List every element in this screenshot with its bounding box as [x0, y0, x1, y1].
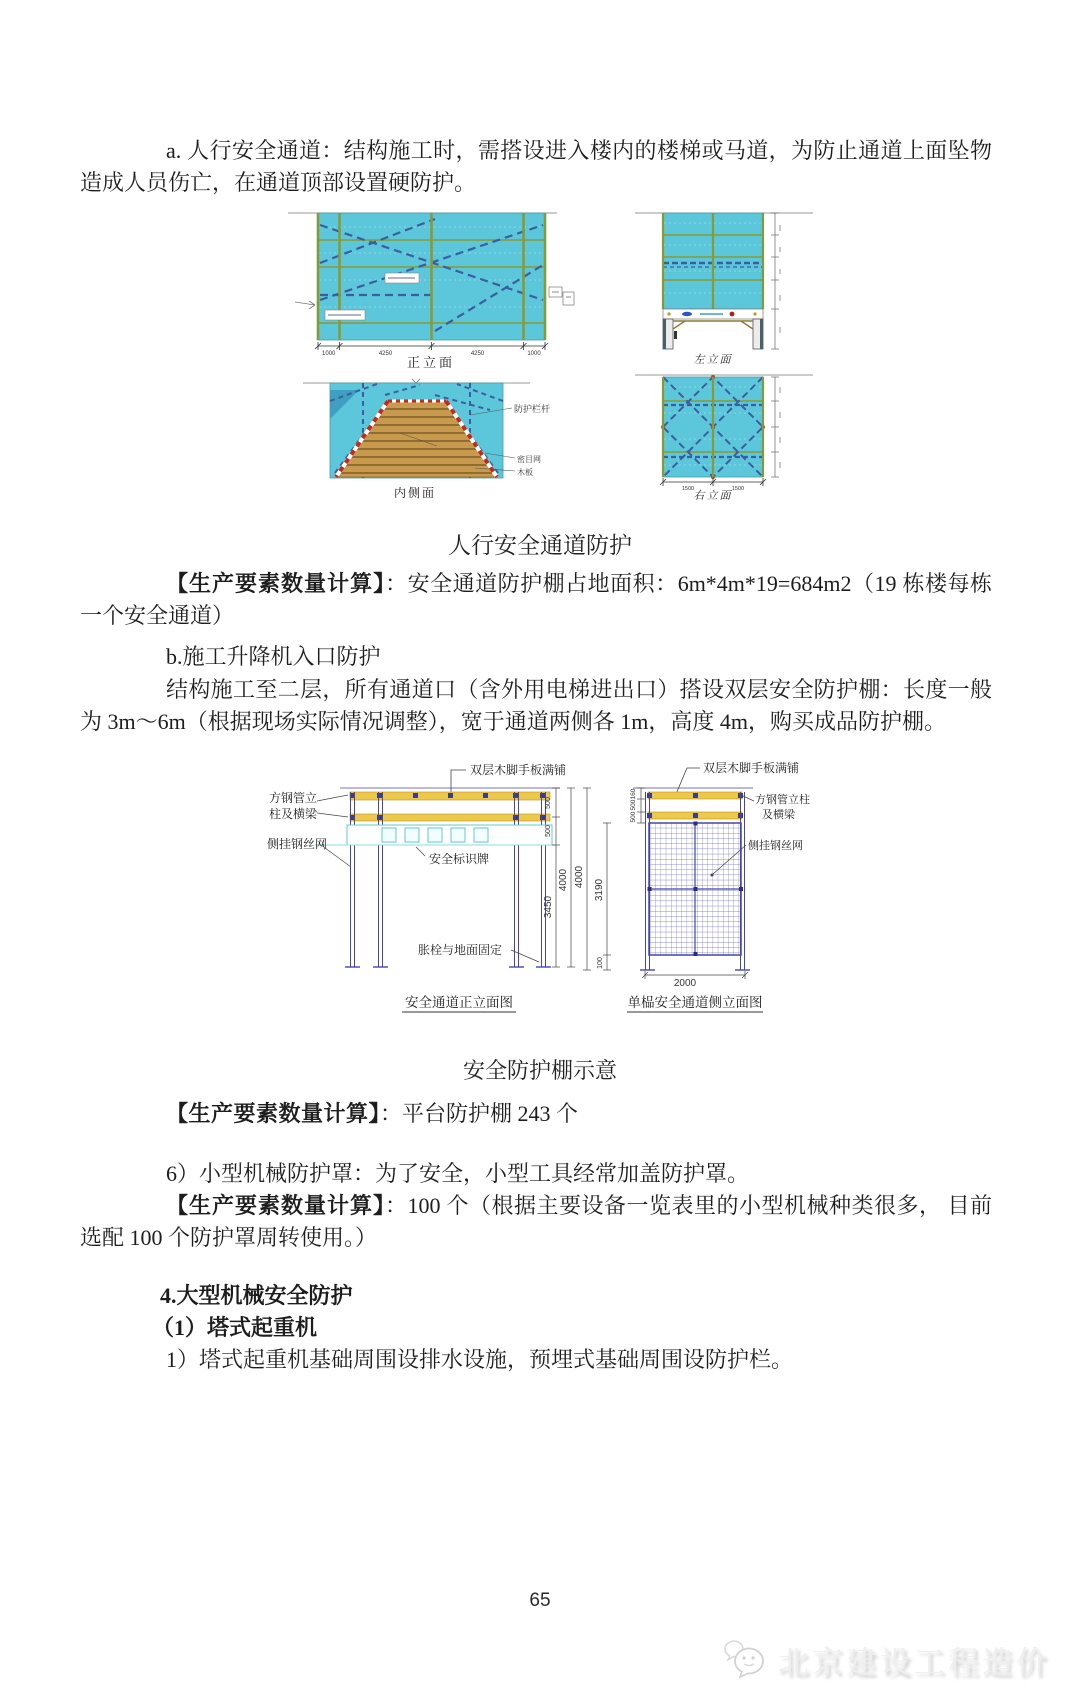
- calc-paragraph-3: [80, 1190, 992, 1254]
- column-label-left-line1: 方钢管立: [269, 791, 318, 805]
- dim-3190: 3190: [594, 878, 605, 902]
- dim-4000-right: 4000: [574, 865, 585, 889]
- mesh-label-right: 侧挂钢丝网: [748, 840, 803, 852]
- figure-pedestrian-passage: [285, 205, 815, 505]
- passage-opening: [663, 319, 763, 349]
- paragraph-a: a. 人行安全通道：结构施工时，需搭设进入楼内的楼梯或马道，为防止通道上面坠物造成人员伤亡，在通道顶部设置硬防护。: [80, 138, 992, 195]
- right-elevation-caption: 右立面: [693, 490, 733, 502]
- column-label-right-line2: 及横梁: [762, 809, 795, 821]
- anchor-label: 胀栓与地面固定: [418, 943, 503, 957]
- column-label-right-line1: 方钢管立柱: [755, 794, 810, 806]
- paragraph-b-heading: b.施工升降机入口防护: [166, 644, 381, 669]
- sign-label: 安全标识牌: [429, 852, 490, 866]
- dim-4250-b: 4250: [470, 351, 485, 357]
- wechat-icon: [722, 1636, 768, 1682]
- figure1-caption: 人行安全通道防护: [448, 533, 632, 558]
- heading-4-1: （1）塔式起重机: [152, 1315, 318, 1340]
- dim-4250-a: 4250: [378, 351, 393, 357]
- dim-500-a: 500: [545, 797, 552, 809]
- calc1-text: ：安全通道防护棚占地面积：6m*4m*19=684m2（19 栋楼每栋一个安全通道）: [80, 571, 992, 628]
- shed-side-caption: 单榀安全通道侧立面图: [627, 995, 763, 1010]
- calc3-text: ：100 个（根据主要设备一览表里的小型机械种类很多， 目前选配 100 个防护罩周转使用。）: [80, 1193, 992, 1250]
- front-elevation-caption: 正立面: [406, 355, 456, 370]
- board-label: 木板: [517, 468, 533, 477]
- left-elevation-drawing: [635, 213, 813, 366]
- shed-front-caption: 安全通道正立面图: [405, 995, 513, 1010]
- dim-right-2: 1500: [731, 486, 745, 492]
- inner-view-drawing: [303, 379, 550, 500]
- page-number: 65: [529, 1590, 551, 1611]
- paragraph-b: 结构施工至二层，所有通道口（含外用电梯进出口）搭设双层安全防护棚：长度一般为 3m～6m（根据现场实际情况调整），宽于通道两侧各 1m，高度 4m，购买成品防护棚。: [80, 677, 992, 734]
- net-label: 密目网: [517, 455, 541, 464]
- rail-label: 防护栏杆: [514, 404, 551, 414]
- heading-4: 4.大型机械安全防护: [160, 1283, 353, 1308]
- item-6-paragraph: 6）小型机械防护罩：为了安全，小型工具经常加盖防护罩。: [166, 1161, 750, 1186]
- dim-1000-a: 1000: [322, 351, 336, 357]
- dim-500-d: 500: [630, 811, 637, 823]
- brand-watermark: [722, 1636, 1050, 1682]
- column-label-left-line2: 柱及横梁: [269, 807, 318, 821]
- dim-4000-left: 4000: [558, 868, 569, 892]
- dim-2000: 2000: [673, 978, 697, 989]
- mesh-label-left: 侧挂钢丝网: [267, 837, 328, 851]
- left-elev-dim-ticks: [771, 213, 780, 349]
- shed-front-elevation: [267, 762, 575, 1012]
- dim-3450: 3450: [543, 895, 554, 919]
- item-4-1-1-paragraph: 1）塔式起重机基础周围设排水设施，预埋式基础周围设防护栏。: [166, 1347, 794, 1372]
- left-elevation-caption: 左立面: [693, 354, 733, 366]
- calc2-text: ：平台防护棚 243 个: [380, 1101, 579, 1126]
- sign-band: [347, 825, 552, 845]
- calc3-label: 【生产要素数量计算】: [166, 1193, 385, 1218]
- boards-label-right: 双层木脚手板满铺: [703, 761, 800, 775]
- right-elevation-drawing: [635, 375, 813, 502]
- right-elev-dimension-line: [660, 478, 766, 486]
- front-dimension-line: [315, 342, 548, 350]
- dim-500-c: 500: [630, 799, 637, 811]
- boards-label-left: 双层木脚手板满铺: [470, 763, 567, 777]
- calc1-label: 【生产要素数量计算】: [166, 571, 386, 596]
- dim-1000-b: 1000: [527, 351, 541, 357]
- dim-500-b: 500: [545, 825, 552, 837]
- brand-watermark-text: 北京建设工程造价: [778, 1644, 1050, 1680]
- inner-view-caption: 内侧面: [393, 486, 437, 500]
- shed-side-elevation: [574, 760, 810, 1012]
- calc2-label: 【生产要素数量计算】: [166, 1101, 381, 1126]
- dim-100: 100: [597, 957, 604, 969]
- front-elevation-drawing: [288, 213, 574, 370]
- figure-protection-shed: [255, 755, 815, 1017]
- figure2-caption: 安全防护棚示意: [462, 1058, 617, 1083]
- dim-160: 160: [630, 788, 637, 800]
- calc-paragraph-1: [80, 568, 992, 632]
- dim-right-1: 1500: [681, 486, 695, 492]
- calc-paragraph-2: [80, 1098, 992, 1130]
